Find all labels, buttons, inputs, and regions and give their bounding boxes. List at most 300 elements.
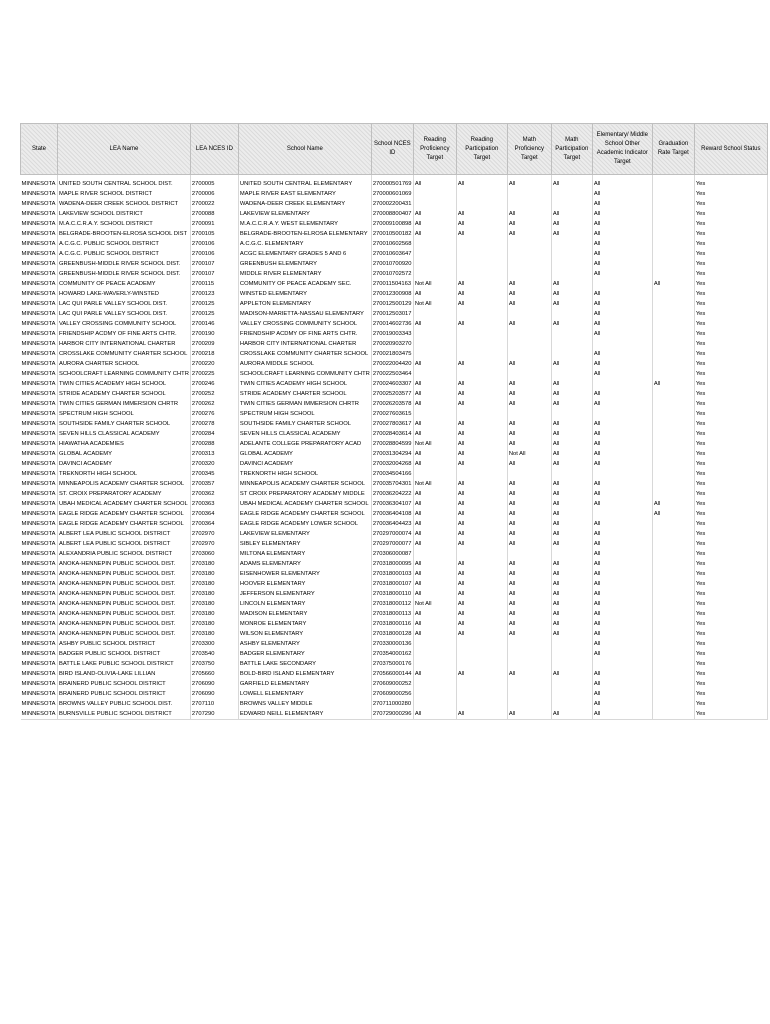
- cell-reading-proficiency: All: [413, 609, 456, 619]
- table-row: [21, 699, 768, 709]
- cell-reading-participation: [456, 239, 507, 249]
- cell-reading-participation: All: [456, 629, 507, 639]
- cell-school-nces-id: 270010603647: [372, 251, 412, 257]
- cell-reading-participation: [456, 189, 507, 199]
- cell-school-name: LAKEVIEW ELEMENTARY: [238, 209, 371, 219]
- table-row: [21, 459, 768, 469]
- cell-other-academic-indicator: All: [592, 449, 652, 459]
- cell-lea-nces-id: 2700088: [190, 209, 238, 219]
- cell-graduation-rate: [652, 439, 694, 449]
- cell-school-name: ADAMS ELEMENTARY: [238, 559, 371, 569]
- cell-school-name: GLOBAL ACADEMY: [238, 449, 371, 459]
- cell-state: MINNESOTA: [21, 581, 56, 587]
- cell-lea-name: AURORA CHARTER SCHOOL: [58, 359, 191, 369]
- cell-math-proficiency: [507, 639, 551, 649]
- cell-math-participation: All: [551, 429, 592, 439]
- cell-graduation-rate: [652, 479, 694, 489]
- cell-reading-proficiency: [413, 659, 456, 669]
- cell-reading-proficiency: All: [413, 175, 456, 190]
- cell-school-name: BROWNS VALLEY MIDDLE: [238, 699, 371, 709]
- cell-school-nces-id: 270318000103: [372, 571, 412, 577]
- cell-school-nces-id: 270028804599: [372, 441, 412, 447]
- cell-lea-nces-id: 2700262: [190, 399, 238, 409]
- cell-graduation-rate: [652, 329, 694, 339]
- cell-lea-nces-id: 2700107: [190, 259, 238, 269]
- cell-lea-name: ASHBY PUBLIC SCHOOL DISTRICT: [58, 639, 191, 649]
- cell-math-proficiency: All: [507, 439, 551, 449]
- cell-state: MINNESOTA: [21, 511, 56, 517]
- cell-graduation-rate: [652, 539, 694, 549]
- cell-school-nces-id: 270022004420: [372, 361, 412, 367]
- cell-reading-participation: All: [456, 529, 507, 539]
- cell-math-participation: All: [551, 489, 592, 499]
- cell-reward-status: Yes: [694, 669, 767, 679]
- cell-math-participation: All: [551, 619, 592, 629]
- cell-reading-participation: [456, 369, 507, 379]
- cell-math-participation: All: [551, 389, 592, 399]
- cell-state: MINNESOTA: [21, 621, 56, 627]
- cell-school-nces-id: 270021803475: [372, 351, 412, 357]
- cell-school-name: MADISON-MARIETTA-NASSAU ELEMENTARY: [238, 309, 371, 319]
- table-row: [21, 669, 768, 679]
- cell-school-name: WINSTED ELEMENTARY: [238, 289, 371, 299]
- cell-reading-proficiency: [413, 649, 456, 659]
- cell-reading-participation: All: [456, 539, 507, 549]
- cell-math-proficiency: All: [507, 299, 551, 309]
- cell-school-nces-id: 270027603615: [372, 411, 412, 417]
- cell-lea-nces-id: 2700125: [190, 309, 238, 319]
- cell-state: MINNESOTA: [21, 441, 56, 447]
- cell-reading-participation: All: [456, 419, 507, 429]
- cell-reading-participation: [456, 659, 507, 669]
- cell-state: MINNESOTA: [21, 371, 56, 377]
- cell-lea-nces-id: 2700364: [190, 509, 238, 519]
- cell-graduation-rate: [652, 569, 694, 579]
- cell-math-proficiency: All: [507, 479, 551, 489]
- cell-reading-proficiency: All: [413, 219, 456, 229]
- cell-lea-nces-id: 2703180: [190, 589, 238, 599]
- cell-math-participation: All: [551, 519, 592, 529]
- cell-graduation-rate: [652, 389, 694, 399]
- cell-other-academic-indicator: [592, 409, 652, 419]
- cell-reward-status: Yes: [694, 589, 767, 599]
- cell-lea-nces-id: 2705660: [190, 669, 238, 679]
- table-row: [21, 619, 768, 629]
- cell-lea-nces-id: 2703540: [190, 649, 238, 659]
- cell-lea-name: DAVINCI ACADEMY: [58, 459, 191, 469]
- cell-lea-nces-id: 2703060: [190, 549, 238, 559]
- cell-lea-name: TWIN CITIES ACADEMY HIGH SCHOOL: [58, 379, 191, 389]
- cell-school-nces-id: 270008800407: [372, 211, 412, 217]
- cell-other-academic-indicator: [592, 659, 652, 669]
- cell-graduation-rate: [652, 629, 694, 639]
- table-row: [21, 289, 768, 299]
- cell-graduation-rate: [652, 449, 694, 459]
- cell-math-participation: [551, 679, 592, 689]
- cell-reading-participation: All: [456, 449, 507, 459]
- cell-math-proficiency: All: [507, 359, 551, 369]
- cell-reading-participation: [456, 409, 507, 419]
- cell-reading-proficiency: All: [413, 399, 456, 409]
- cell-reading-participation: All: [456, 479, 507, 489]
- cell-math-participation: [551, 329, 592, 339]
- cell-school-name: ACGC ELEMENTARY GRADES 5 AND 6: [238, 249, 371, 259]
- cell-reading-proficiency: All: [413, 589, 456, 599]
- cell-school-name: HOOVER ELEMENTARY: [238, 579, 371, 589]
- cell-graduation-rate: [652, 259, 694, 269]
- cell-school-nces-id: 270306000087: [372, 551, 412, 557]
- cell-math-participation: All: [551, 509, 592, 519]
- cell-other-academic-indicator: All: [592, 459, 652, 469]
- cell-reading-participation: All: [456, 669, 507, 679]
- cell-lea-nces-id: 2700022: [190, 199, 238, 209]
- cell-other-academic-indicator: All: [592, 209, 652, 219]
- cell-math-participation: All: [551, 379, 592, 389]
- table-row: [21, 259, 768, 269]
- table-row: [21, 249, 768, 259]
- cell-reading-proficiency: [413, 239, 456, 249]
- cell-reading-participation: [456, 349, 507, 359]
- cell-reading-participation: All: [456, 589, 507, 599]
- cell-math-proficiency: [507, 659, 551, 669]
- cell-math-participation: All: [551, 459, 592, 469]
- cell-lea-nces-id: 2700362: [190, 489, 238, 499]
- cell-reward-status: Yes: [694, 379, 767, 389]
- cell-reward-status: Yes: [694, 299, 767, 309]
- cell-lea-nces-id: 2700363: [190, 499, 238, 509]
- cell-lea-name: ANOKA-HENNEPIN PUBLIC SCHOOL DIST.: [58, 569, 191, 579]
- cell-state: MINNESOTA: [21, 461, 56, 467]
- cell-school-nces-id: 270019003343: [372, 331, 412, 337]
- cell-reward-status: Yes: [694, 339, 767, 349]
- cell-other-academic-indicator: All: [592, 189, 652, 199]
- cell-graduation-rate: [652, 189, 694, 199]
- cell-reward-status: Yes: [694, 479, 767, 489]
- cell-math-proficiency: [507, 309, 551, 319]
- cell-state: MINNESOTA: [21, 611, 56, 617]
- cell-school-nces-id: 270035704301: [372, 481, 412, 487]
- cell-reading-participation: [456, 309, 507, 319]
- cell-reading-participation: All: [456, 399, 507, 409]
- cell-graduation-rate: [652, 599, 694, 609]
- cell-graduation-rate: [652, 489, 694, 499]
- cell-reward-status: Yes: [694, 229, 767, 239]
- table-row: [21, 349, 768, 359]
- cell-school-nces-id: 270002200431: [372, 201, 412, 207]
- cell-math-proficiency: [507, 469, 551, 479]
- cell-school-nces-id: 270010700920: [372, 261, 412, 267]
- cell-graduation-rate: [652, 559, 694, 569]
- cell-reading-proficiency: [413, 259, 456, 269]
- cell-lea-nces-id: 2700278: [190, 419, 238, 429]
- cell-reading-participation: [456, 649, 507, 659]
- cell-reading-proficiency: All: [413, 289, 456, 299]
- cell-school-name: APPLETON ELEMENTARY: [238, 299, 371, 309]
- cell-reward-status: Yes: [694, 709, 767, 720]
- cell-graduation-rate: [652, 689, 694, 699]
- cell-lea-name: SPECTRUM HIGH SCHOOL: [58, 409, 191, 419]
- header-row: [21, 124, 768, 175]
- cell-lea-name: ST. CROIX PREPARATORY ACADEMY: [58, 489, 191, 499]
- table-row: [21, 469, 768, 479]
- cell-school-name: BATTLE LAKE SECONDARY: [238, 659, 371, 669]
- cell-lea-name: HOWARD LAKE-WAVERLY-WINSTED: [58, 289, 191, 299]
- cell-graduation-rate: [652, 299, 694, 309]
- cell-graduation-rate: [652, 459, 694, 469]
- cell-math-participation: All: [551, 229, 592, 239]
- cell-math-proficiency: All: [507, 609, 551, 619]
- cell-other-academic-indicator: All: [592, 229, 652, 239]
- cell-lea-nces-id: 2700091: [190, 219, 238, 229]
- cell-math-proficiency: All: [507, 319, 551, 329]
- cell-reading-proficiency: [413, 689, 456, 699]
- cell-lea-name: HIAWATHA ACADEMIES: [58, 439, 191, 449]
- cell-math-participation: [551, 649, 592, 659]
- cell-lea-nces-id: 2700146: [190, 319, 238, 329]
- cell-reading-proficiency: All: [413, 629, 456, 639]
- cell-school-nces-id: 270012500129: [372, 301, 412, 307]
- cell-math-proficiency: [507, 329, 551, 339]
- cell-reading-participation: All: [456, 559, 507, 569]
- cell-lea-name: ANOKA-HENNEPIN PUBLIC SCHOOL DIST.: [58, 599, 191, 609]
- header-reading-proficiency: Reading Proficiency Target: [413, 124, 456, 175]
- cell-reading-participation: All: [456, 319, 507, 329]
- cell-school-name: EAGLE RIDGE ACADEMY CHARTER SCHOOL: [238, 509, 371, 519]
- cell-school-nces-id: 270032004268: [372, 461, 412, 467]
- cell-school-name: BADGER ELEMENTARY: [238, 649, 371, 659]
- cell-graduation-rate: [652, 649, 694, 659]
- cell-lea-name: GREENBUSH-MIDDLE RIVER SCHOOL DIST.: [58, 269, 191, 279]
- cell-reading-participation: All: [456, 219, 507, 229]
- cell-reading-proficiency: [413, 679, 456, 689]
- cell-lea-name: UBAH MEDICAL ACADEMY CHARTER SCHOOL: [58, 499, 191, 509]
- cell-reading-participation: [456, 689, 507, 699]
- cell-graduation-rate: All: [652, 509, 694, 519]
- cell-math-participation: All: [551, 599, 592, 609]
- cell-math-proficiency: All: [507, 289, 551, 299]
- table-row: [21, 599, 768, 609]
- cell-reading-participation: [456, 469, 507, 479]
- cell-lea-name: ANOKA-HENNEPIN PUBLIC SCHOOL DIST.: [58, 609, 191, 619]
- cell-state: MINNESOTA: [21, 591, 56, 597]
- cell-reading-proficiency: All: [413, 669, 456, 679]
- cell-reading-participation: All: [456, 519, 507, 529]
- cell-graduation-rate: [652, 519, 694, 529]
- cell-graduation-rate: [652, 249, 694, 259]
- cell-lea-name: BURNSVILLE PUBLIC SCHOOL DISTRICT: [58, 709, 191, 720]
- cell-reward-status: Yes: [694, 189, 767, 199]
- cell-reading-proficiency: [413, 549, 456, 559]
- cell-state: MINNESOTA: [21, 175, 58, 190]
- cell-reading-participation: All: [456, 599, 507, 609]
- cell-lea-name: COMMUNITY OF PEACE ACADEMY: [58, 279, 191, 289]
- cell-school-nces-id: 270012503017: [372, 311, 412, 317]
- cell-math-proficiency: All: [507, 529, 551, 539]
- cell-reading-proficiency: Not All: [413, 439, 456, 449]
- cell-school-nces-id: 270036204222: [372, 491, 412, 497]
- table-row: [21, 539, 768, 549]
- cell-math-participation: [551, 309, 592, 319]
- cell-math-proficiency: [507, 239, 551, 249]
- cell-other-academic-indicator: All: [592, 489, 652, 499]
- cell-reading-participation: All: [456, 489, 507, 499]
- cell-lea-nces-id: 2703180: [190, 609, 238, 619]
- cell-reward-status: Yes: [694, 349, 767, 359]
- cell-other-academic-indicator: All: [592, 399, 652, 409]
- cell-graduation-rate: [652, 579, 694, 589]
- cell-school-name: ADELANTE COLLEGE PREPARATORY ACAD: [238, 439, 371, 449]
- cell-lea-name: BADGER PUBLIC SCHOOL DISTRICT: [58, 649, 191, 659]
- cell-math-proficiency: [507, 549, 551, 559]
- cell-graduation-rate: [652, 339, 694, 349]
- cell-state: MINNESOTA: [21, 601, 56, 607]
- cell-state: MINNESOTA: [21, 431, 56, 437]
- cell-reward-status: Yes: [694, 429, 767, 439]
- cell-reward-status: Yes: [694, 599, 767, 609]
- cell-school-nces-id: 270318000107: [372, 581, 412, 587]
- cell-reading-proficiency: [413, 269, 456, 279]
- cell-reward-status: Yes: [694, 449, 767, 459]
- cell-lea-nces-id: 2700220: [190, 359, 238, 369]
- cell-school-name: MIDDLE RIVER ELEMENTARY: [238, 269, 371, 279]
- cell-reading-proficiency: [413, 309, 456, 319]
- cell-reading-proficiency: [413, 199, 456, 209]
- cell-reward-status: Yes: [694, 619, 767, 629]
- cell-math-proficiency: All: [507, 419, 551, 429]
- cell-state: MINNESOTA: [21, 271, 56, 277]
- cell-graduation-rate: [652, 175, 694, 190]
- cell-school-nces-id: 270027803617: [372, 421, 412, 427]
- cell-state: MINNESOTA: [21, 251, 56, 257]
- cell-school-name: LINCOLN ELEMENTARY: [238, 599, 371, 609]
- header-math-participation: Math Participation Target: [551, 124, 592, 175]
- cell-other-academic-indicator: All: [592, 639, 652, 649]
- cell-math-proficiency: All: [507, 399, 551, 409]
- cell-math-proficiency: [507, 199, 551, 209]
- cell-other-academic-indicator: All: [592, 589, 652, 599]
- header-graduation-rate: Graduation Rate Target: [652, 124, 694, 175]
- header-reading-participation: Reading Participation Target: [456, 124, 507, 175]
- cell-math-participation: [551, 369, 592, 379]
- cell-reading-proficiency: [413, 339, 456, 349]
- cell-lea-nces-id: 2702970: [190, 529, 238, 539]
- cell-state: MINNESOTA: [21, 661, 56, 667]
- cell-math-participation: [551, 469, 592, 479]
- cell-lea-nces-id: 2700115: [190, 279, 238, 289]
- cell-state: MINNESOTA: [21, 391, 56, 397]
- cell-reward-status: Yes: [694, 199, 767, 209]
- cell-other-academic-indicator: All: [592, 569, 652, 579]
- cell-school-nces-id: 270020903270: [372, 341, 412, 347]
- cell-other-academic-indicator: All: [592, 359, 652, 369]
- cell-math-proficiency: All: [507, 519, 551, 529]
- cell-other-academic-indicator: All: [592, 309, 652, 319]
- cell-school-nces-id: 270012300908: [372, 291, 412, 297]
- header-math-proficiency: Math Proficiency Target: [507, 124, 551, 175]
- cell-reward-status: Yes: [694, 359, 767, 369]
- cell-other-academic-indicator: All: [592, 259, 652, 269]
- cell-graduation-rate: [652, 289, 694, 299]
- cell-reading-participation: All: [456, 379, 507, 389]
- cell-math-participation: [551, 409, 592, 419]
- cell-state: MINNESOTA: [21, 501, 56, 507]
- cell-math-participation: [551, 259, 592, 269]
- table-row: [21, 319, 768, 329]
- cell-school-nces-id: 270318000116: [371, 619, 413, 629]
- cell-other-academic-indicator: All: [592, 219, 652, 229]
- table-row: [21, 709, 768, 720]
- cell-reading-proficiency: All: [413, 429, 456, 439]
- cell-math-proficiency: All: [507, 219, 551, 229]
- cell-math-proficiency: All: [507, 229, 551, 239]
- cell-reward-status: Yes: [694, 409, 767, 419]
- cell-graduation-rate: [652, 269, 694, 279]
- cell-math-participation: All: [551, 299, 592, 309]
- cell-state: MINNESOTA: [21, 471, 56, 477]
- cell-math-proficiency: All: [507, 619, 551, 629]
- cell-math-participation: [551, 249, 592, 259]
- cell-school-nces-id: 270036304107: [372, 501, 412, 507]
- cell-math-participation: All: [551, 209, 592, 219]
- cell-math-participation: [551, 349, 592, 359]
- cell-lea-name: EAGLE RIDGE ACADEMY CHARTER SCHOOL: [58, 509, 191, 519]
- cell-state: MINNESOTA: [21, 201, 56, 207]
- table-row: [21, 499, 768, 509]
- cell-reading-proficiency: All: [413, 519, 456, 529]
- cell-school-nces-id: 270031304294: [372, 451, 412, 457]
- cell-state: MINNESOTA: [21, 709, 58, 720]
- cell-lea-name: ANOKA-HENNEPIN PUBLIC SCHOOL DIST.: [58, 619, 191, 629]
- cell-math-proficiency: [507, 189, 551, 199]
- table-row: [21, 429, 768, 439]
- cell-other-academic-indicator: All: [592, 699, 652, 709]
- cell-reading-proficiency: All: [413, 379, 456, 389]
- cell-reading-proficiency: All: [413, 509, 456, 519]
- cell-state: MINNESOTA: [21, 331, 56, 337]
- cell-other-academic-indicator: All: [592, 519, 652, 529]
- cell-school-nces-id: 270318000128: [372, 631, 412, 637]
- cell-lea-nces-id: 2706090: [190, 679, 238, 689]
- cell-state: MINNESOTA: [21, 701, 56, 707]
- table-row: [21, 329, 768, 339]
- cell-school-nces-id: 270034504166: [372, 471, 412, 477]
- cell-school-name: BELGRADE-BROOTEN-ELROSA ELEMENTARY: [238, 229, 371, 239]
- cell-reward-status: Yes: [694, 319, 767, 329]
- cell-reward-status: Yes: [694, 175, 767, 190]
- cell-math-proficiency: All: [507, 175, 551, 190]
- cell-reading-participation: All: [456, 439, 507, 449]
- cell-reward-status: Yes: [694, 529, 767, 539]
- cell-math-proficiency: [507, 689, 551, 699]
- cell-lea-name: GLOBAL ACADEMY: [58, 449, 191, 459]
- cell-reward-status: Yes: [694, 609, 767, 619]
- cell-other-academic-indicator: [592, 379, 652, 389]
- cell-school-name: UNITED SOUTH CENTRAL ELEMENTARY: [238, 175, 371, 190]
- cell-school-nces-id: 270025203577: [372, 391, 412, 397]
- cell-school-name: EAGLE RIDGE ACADEMY LOWER SCHOOL: [238, 519, 371, 529]
- cell-school-nces-id: 270318000110: [371, 589, 413, 599]
- cell-reading-participation: All: [456, 175, 507, 190]
- cell-lea-name: BRAINERD PUBLIC SCHOOL DISTRICT: [58, 679, 191, 689]
- cell-school-nces-id: 270297000074: [372, 531, 412, 537]
- cell-math-participation: All: [551, 479, 592, 489]
- cell-reading-proficiency: All: [413, 579, 456, 589]
- cell-reading-participation: [456, 199, 507, 209]
- cell-math-participation: All: [551, 175, 592, 190]
- cell-other-academic-indicator: All: [592, 319, 652, 329]
- cell-other-academic-indicator: All: [592, 269, 652, 279]
- cell-reward-status: Yes: [694, 569, 767, 579]
